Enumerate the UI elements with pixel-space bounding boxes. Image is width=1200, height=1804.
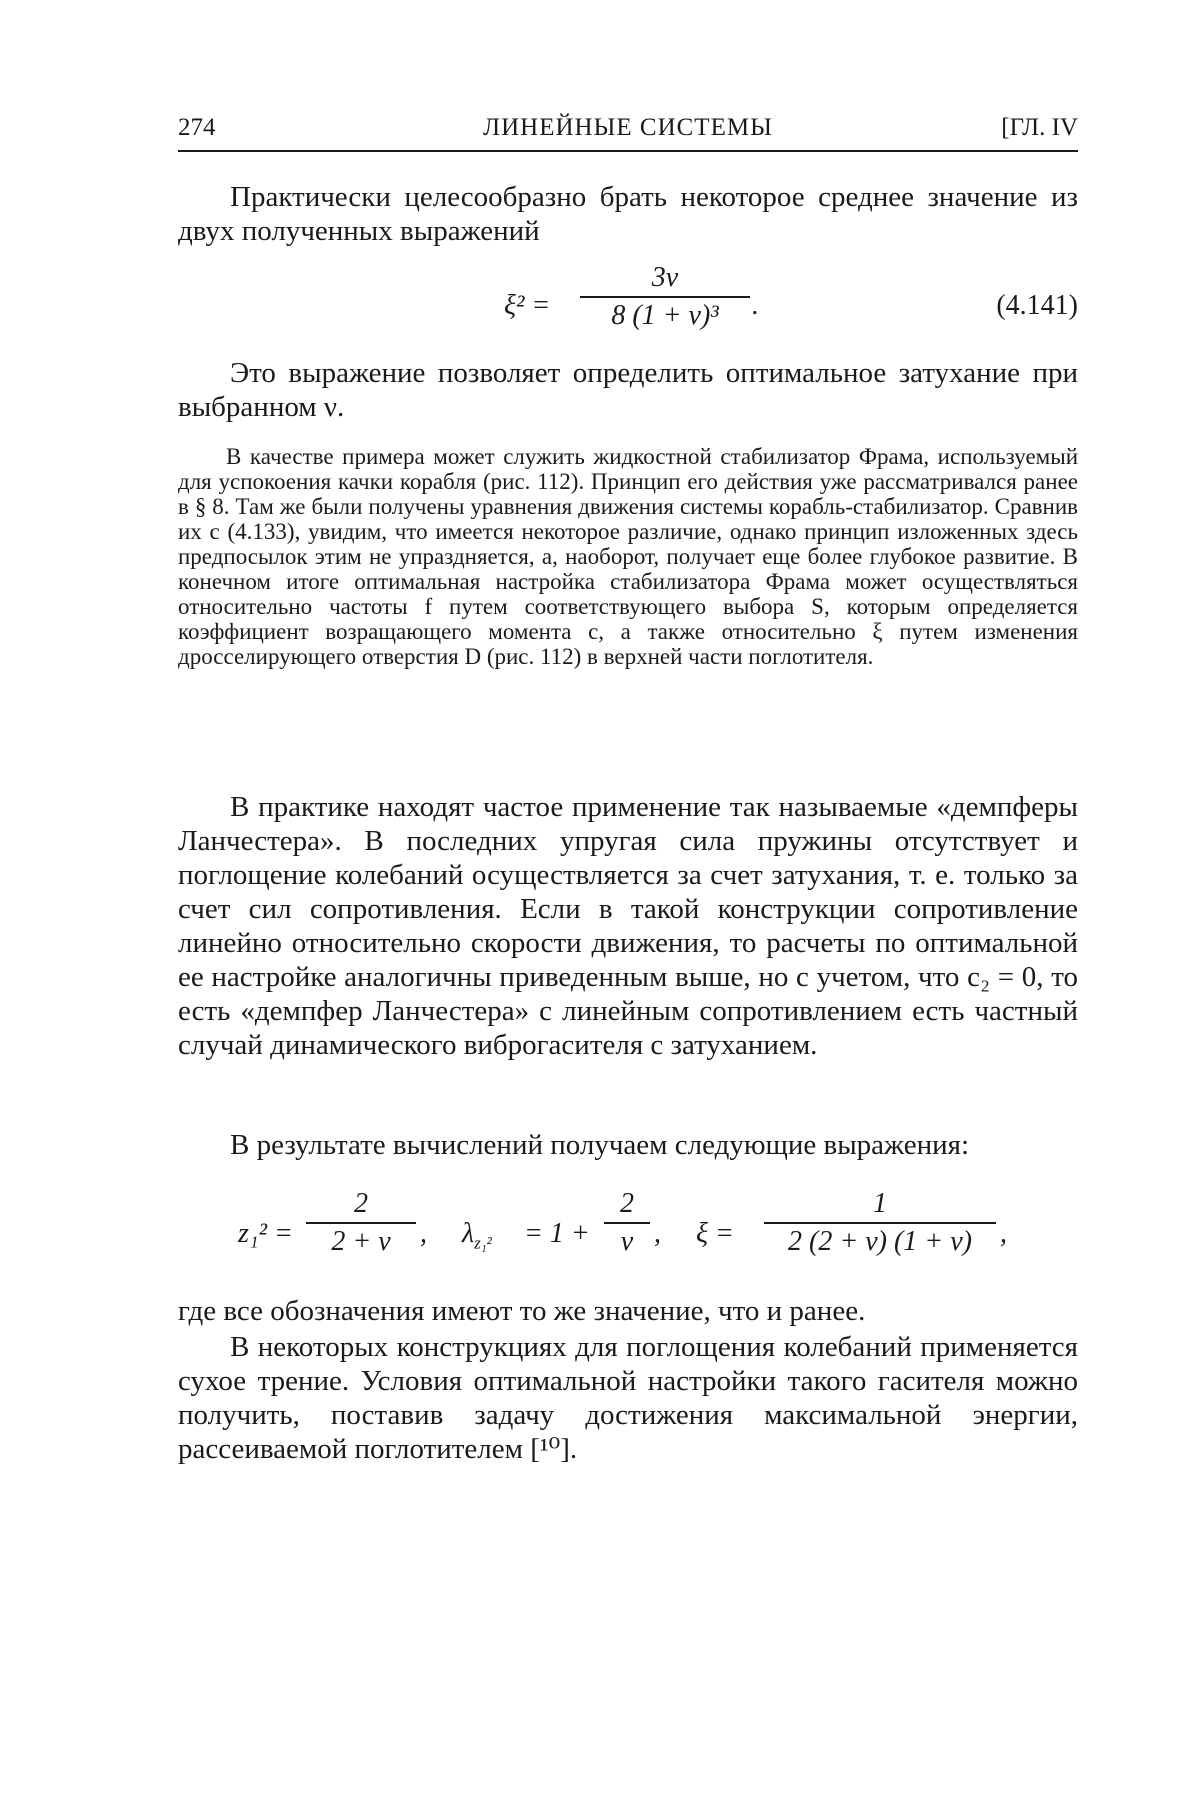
eq2-lambda-subscript: z₁² (474, 1233, 492, 1253)
eq1-fraction (580, 262, 750, 332)
eq2-lambda-symbol: λ (462, 1218, 475, 1249)
paragraph-optimal (178, 356, 1078, 424)
paragraph-text: Это выражение позволяет определить оптимальное затухание при выбранном ν. (178, 357, 1078, 423)
eq1-lhs: ξ² = (504, 290, 551, 321)
equation-number: (4.141) (996, 290, 1078, 321)
eq1-denominator: 8 (1 + ν)³ (611, 300, 719, 331)
eq2-xi-numerator: 1 (764, 1188, 996, 1224)
paragraph-text: В некоторых конструкциях для поглощения колебаний применяется сухое трение. Условия оптимальной настройки такого гасителя можно получить, поставив задачу достижения максимальной энергии, рассеиваемой поглотителем [¹⁰]. (178, 1331, 1078, 1465)
eq2-xi-fraction (764, 1188, 996, 1258)
eq1-trail: . (752, 290, 759, 321)
eq2-z-denominator: 2 + ν (331, 1226, 391, 1257)
running-title: ЛИНЕЙНЫЕ СИСТЕМЫ (483, 114, 773, 141)
paragraph-example-small (178, 444, 1078, 669)
eq2-xi-trail: , (1000, 1218, 1007, 1249)
eq2-lambda-numerator: 2 (604, 1188, 650, 1224)
paragraph-text: В практике находят частое применение так называемые «демпферы Ланчестера». В последних упругая сила пружины отсутствует и поглощение колебаний осуществляется за счет затухания, т. е. только за счет сил сопротивления. Если в такой конструкции сопротивление линейно относительно скорости движения, то расчеты по оптимальной ее настройке аналогичны приведенным выше, но с учетом, что c₂ = 0, то есть «демпфер Ланчестера» с линейным сопротивлением есть частный случай динамического виброгасителя с затуханием. (178, 791, 1078, 1061)
paragraph-intro (178, 180, 1078, 248)
eq1-numerator: 3ν (580, 262, 750, 298)
eq2-z-fraction (306, 1188, 416, 1258)
paragraph-dry-friction (178, 1330, 1078, 1466)
eq2-lambda (462, 1218, 492, 1254)
eq2-lambda-eq: = 1 + (524, 1218, 590, 1249)
paragraph-text: где все обозначения имеют то же значение, что и ранее. (178, 1295, 866, 1327)
eq2-xi-denominator: 2 (2 + ν) (1 + ν) (788, 1226, 972, 1257)
paragraph-results-intro (178, 1128, 1078, 1162)
eq2-z-trail: , (420, 1218, 427, 1249)
eq2-xi-lhs: ξ = (696, 1218, 734, 1249)
paragraph-notation (178, 1294, 1078, 1328)
paragraph-lanchester (178, 790, 1078, 1062)
paragraph-text: В качестве примера может служить жидкостной стабилизатор Фрама, используемый для успокоения качки корабля (рис. 112). Принцип его действия уже рассматривался ранее в § 8. Там же были получены уравнения движения системы корабль-стабилизатор. Сравнив их с (4.133), увидим, что имеется некоторое различие, однако принцип изложенных здесь предпосылок этим не упраздняется, а, наоборот, получает еще более глубокое развитие. В конечном итоге оптимальная настройка стабилизатора Фрама может осуществляться относительно частоты f путем соответствующего выбора S, которым определяется коэффициент возращающего момента c, а также относительно ξ путем изменения дросселирующего отверстия D (рис. 112) в верхней части поглотителя. (178, 444, 1078, 669)
chapter-label: [ГЛ. IV (1001, 114, 1078, 141)
eq2-lambda-trail: , (654, 1218, 661, 1249)
eq2-z-lhs: z₁² = (238, 1218, 293, 1249)
eq2-lambda-fraction (604, 1188, 650, 1258)
running-header (178, 110, 1078, 152)
paragraph-text: В результате вычислений получаем следующие выражения: (230, 1129, 970, 1161)
eq2-z-numerator: 2 (306, 1188, 416, 1224)
paragraph-text: Практически целесообразно брать некоторое среднее значение из двух полученных выражений (178, 181, 1078, 247)
eq2-lambda-denominator: ν (620, 1226, 634, 1257)
page-number: 274 (178, 114, 216, 141)
